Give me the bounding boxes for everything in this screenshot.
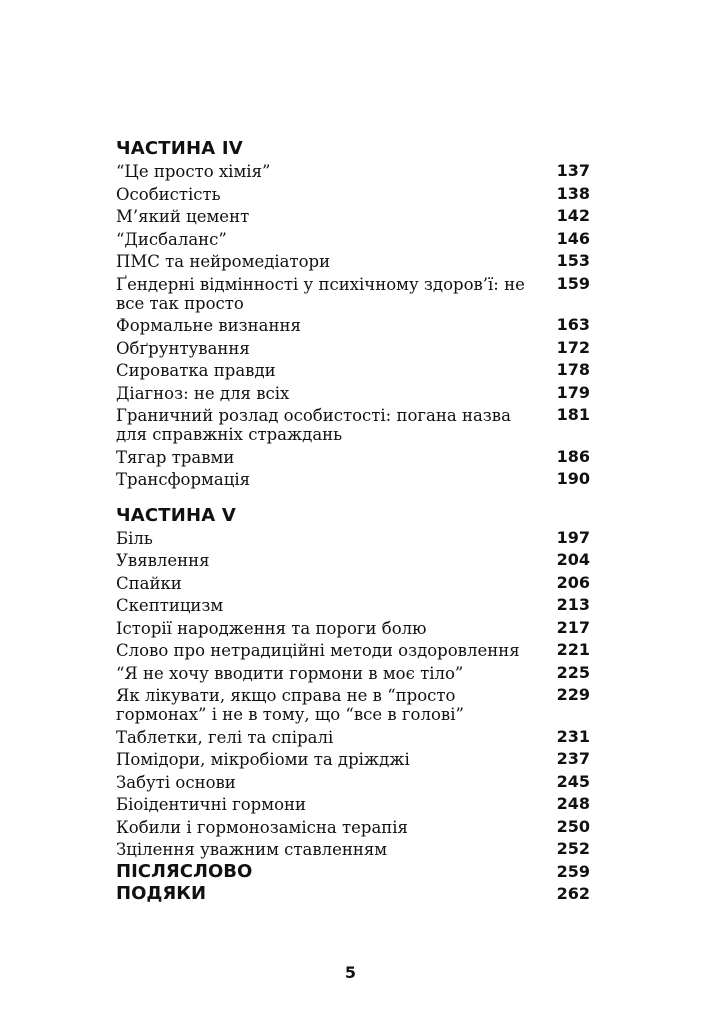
entry-page: 221: [556, 640, 590, 659]
toc-entry[interactable]: [116, 446, 590, 469]
part-5: [116, 505, 590, 861]
entry-page: 197: [556, 527, 590, 547]
toc-entry[interactable]: [116, 273, 590, 315]
entry-title: Граничний розлад особистості: погана назва для справжніх страждань: [116, 406, 511, 444]
entry-page: 245: [556, 771, 590, 791]
entry-page: 153: [556, 251, 590, 270]
toc-entry[interactable]: [116, 404, 590, 446]
entry-page: 178: [556, 360, 590, 379]
entry-title: Особистість: [116, 184, 221, 204]
entry-page: 262: [556, 884, 590, 903]
toc-entry[interactable]: [116, 468, 590, 491]
entry-title: ПІСЛЯСЛОВО: [116, 860, 253, 882]
toc-entry[interactable]: [116, 382, 590, 405]
page-number: 5: [344, 963, 357, 982]
entry-page: 186: [556, 446, 590, 466]
part-4: [116, 138, 590, 491]
entry-title: Кобили і гормонозамісна терапія: [116, 817, 408, 837]
back-matter: [116, 861, 590, 906]
entry-page: 179: [556, 382, 590, 402]
entry-page: 229: [556, 685, 590, 704]
part-spacer: [116, 491, 590, 505]
entry-title: Забуті основи: [116, 772, 236, 792]
toc-entry[interactable]: [116, 726, 590, 749]
entry-page: 231: [556, 726, 590, 746]
entry-title: ПОДЯКИ: [116, 883, 207, 904]
entry-title: Спайки: [116, 573, 182, 593]
toc-entry[interactable]: [116, 793, 590, 816]
part-heading: ЧАСТИНА IV: [116, 138, 243, 159]
entry-page: 137: [556, 161, 590, 180]
toc-entry-acknowledgements[interactable]: [116, 883, 590, 906]
toc-entry[interactable]: [116, 594, 590, 617]
toc-entry[interactable]: [116, 662, 590, 685]
entry-page: 213: [556, 595, 590, 614]
entry-title: Біль: [116, 528, 153, 548]
entry-title: Сироватка правди: [116, 361, 276, 380]
toc-entry[interactable]: [116, 228, 590, 251]
entry-title: Ґендерні відмінності у психічному здоров’ї: не все так просто: [116, 274, 525, 313]
entry-page: 142: [556, 206, 590, 225]
entry-title: “Дисбаланс”: [116, 229, 227, 249]
toc-entry[interactable]: [116, 337, 590, 360]
entry-page: 138: [556, 183, 590, 203]
entry-page: 225: [556, 662, 590, 682]
entry-title: Трансформація: [116, 470, 251, 489]
part-heading: ЧАСТИНА V: [116, 504, 237, 526]
entry-page: 163: [556, 315, 590, 334]
entry-title: Обґрунтування: [116, 338, 250, 358]
entry-title: Помідори, мікробіоми та дріжджі: [116, 750, 410, 769]
entry-title: Тягар травми: [116, 447, 235, 467]
toc-entry[interactable]: [116, 205, 590, 228]
toc-entry[interactable]: [116, 617, 590, 640]
entry-title: Біоідентичні гормони: [116, 795, 306, 814]
toc-entry[interactable]: [116, 183, 590, 206]
entry-page: 204: [556, 550, 590, 569]
entry-title: Зцілення уважним ставленням: [116, 840, 388, 859]
toc-entry[interactable]: [116, 250, 590, 273]
toc-entry[interactable]: [116, 549, 590, 572]
toc-entry[interactable]: [116, 684, 590, 726]
entry-page: 190: [556, 469, 590, 488]
entry-title: Як лікувати, якщо справа не в “просто гормонах” і не в тому, що “все в голові”: [116, 686, 464, 724]
entry-title: М’який цемент: [116, 207, 250, 226]
entry-page: 181: [556, 405, 590, 424]
toc-entry[interactable]: [116, 838, 590, 861]
entry-page: 248: [556, 794, 590, 813]
entry-title: Історії народження та пороги болю: [116, 618, 427, 638]
toc-entry[interactable]: [116, 572, 590, 595]
entry-page: 217: [556, 617, 590, 637]
entry-page: 250: [556, 816, 590, 836]
entry-page: 159: [556, 273, 590, 293]
entry-page: 172: [556, 337, 590, 357]
toc-entry[interactable]: [116, 748, 590, 771]
table-of-contents: [116, 138, 590, 906]
entry-title: Увявлення: [116, 551, 210, 570]
entry-page: 237: [556, 749, 590, 768]
entry-page: 206: [556, 572, 590, 592]
entry-title: Таблетки, гелі та спіралі: [116, 727, 334, 747]
toc-entry[interactable]: [116, 359, 590, 382]
entry-title: “Я не хочу вводити гормони в моє тіло”: [116, 663, 464, 683]
toc-entry[interactable]: [116, 314, 590, 337]
entry-page: 259: [556, 861, 590, 881]
entry-title: Формальне визнання: [116, 316, 301, 335]
toc-entry[interactable]: [116, 160, 590, 183]
entry-title: Діагноз: не для всіх: [116, 383, 290, 403]
toc-entry[interactable]: [116, 527, 590, 550]
toc-entry[interactable]: [116, 639, 590, 662]
toc-entry[interactable]: [116, 816, 590, 839]
entry-page: 146: [556, 228, 590, 248]
toc-entry[interactable]: [116, 771, 590, 794]
toc-entry-afterword[interactable]: [116, 861, 590, 884]
entry-title: Слово про нетрадиційні методи оздоровлення: [116, 641, 520, 660]
entry-page: 252: [556, 839, 590, 858]
entry-title: ПМС та нейромедіатори: [116, 252, 331, 271]
entry-title: Скептицизм: [116, 596, 224, 615]
entry-title: “Це просто хімія”: [116, 162, 271, 181]
